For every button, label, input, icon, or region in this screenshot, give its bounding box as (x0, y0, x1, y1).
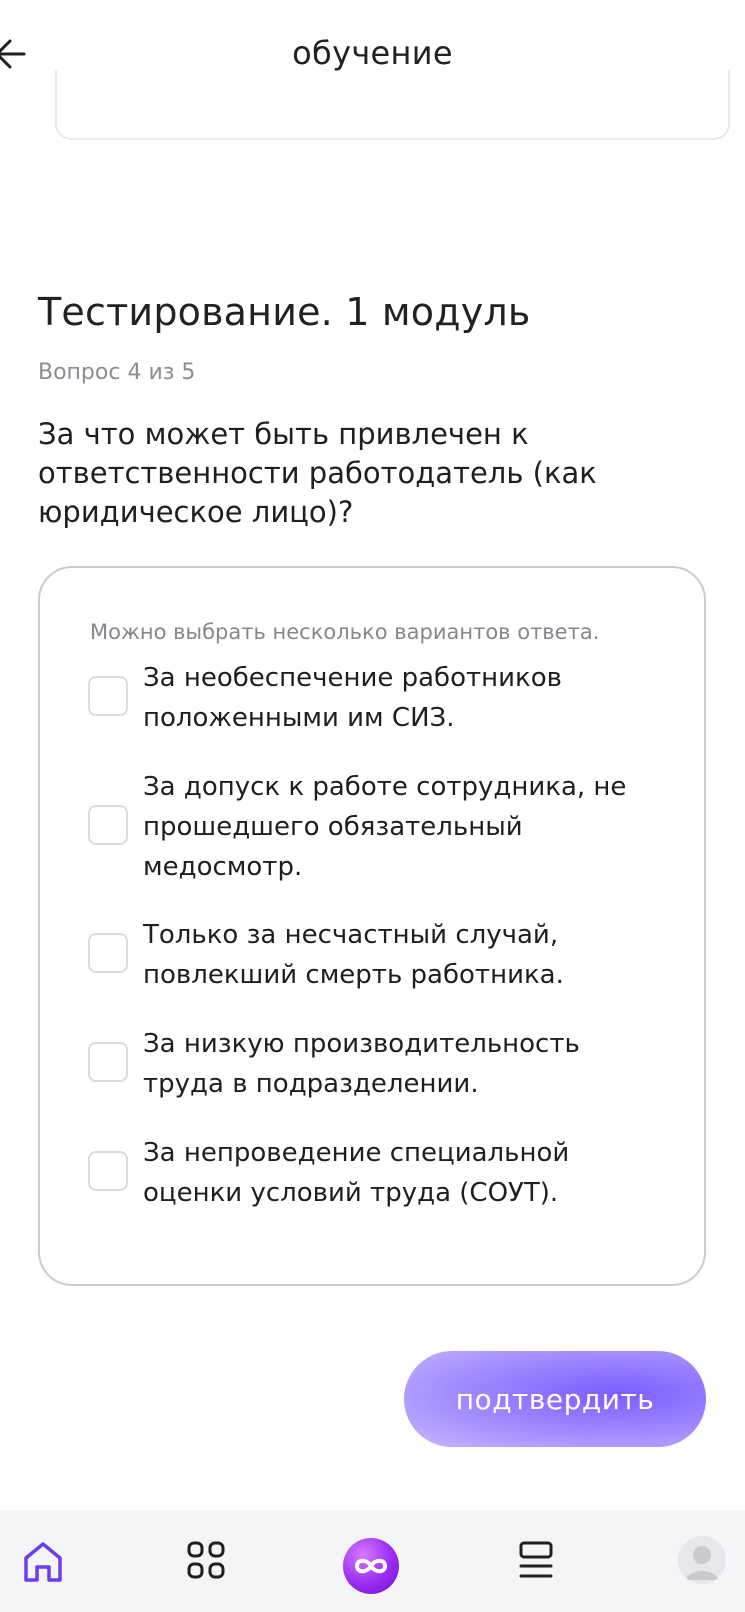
answer-label: За допуск к работе сотрудника, не прошедшего обязательный медосмотр. (143, 772, 627, 882)
nav-catalog[interactable] (186, 1540, 226, 1580)
nav-home[interactable] (22, 1540, 64, 1584)
nav-profile[interactable] (678, 1536, 726, 1584)
answer-label: За непроведение специальной оценки условий труда (СОУТ). (143, 1138, 570, 1208)
question-progress: Вопрос 4 из 5 (38, 360, 196, 385)
infinity-icon (351, 1554, 391, 1578)
answer-option[interactable] (88, 915, 648, 995)
nav-center-button[interactable] (343, 1538, 399, 1594)
answer-label: Только за несчастный случай, повлекший смерть работника. (143, 920, 564, 990)
page-title: обучение (292, 34, 453, 72)
home-icon (22, 1540, 64, 1584)
grid-icon (186, 1540, 226, 1580)
avatar-icon (678, 1536, 726, 1584)
bottom-navigation (0, 1510, 745, 1612)
answers-card (38, 566, 706, 1286)
answer-checkbox[interactable] (88, 933, 128, 973)
answer-label: За необеспечение работников положенными им СИЗ. (143, 663, 562, 733)
answer-checkbox[interactable] (88, 1151, 128, 1191)
multi-select-hint: Можно выбрать несколько вариантов ответа. (90, 620, 600, 644)
answer-option[interactable] (88, 1024, 648, 1104)
question-text: За что может быть привлечен к ответственности работодатель (как юридическое лицо)? (38, 417, 597, 529)
answer-label: За низкую производительность труда в подразделении. (143, 1029, 580, 1099)
answer-option[interactable] (88, 767, 648, 887)
answer-option[interactable] (88, 1133, 648, 1213)
list-icon (518, 1540, 554, 1582)
previous-content-card (55, 70, 730, 140)
confirm-button[interactable]: подтвердить (404, 1351, 706, 1447)
answer-checkbox[interactable] (88, 676, 128, 716)
answer-option[interactable] (88, 658, 648, 738)
test-title: Тестирование. 1 модуль (38, 290, 531, 334)
answer-checkbox[interactable] (88, 1042, 128, 1082)
nav-courses[interactable] (518, 1540, 554, 1582)
answer-checkbox[interactable] (88, 805, 128, 845)
